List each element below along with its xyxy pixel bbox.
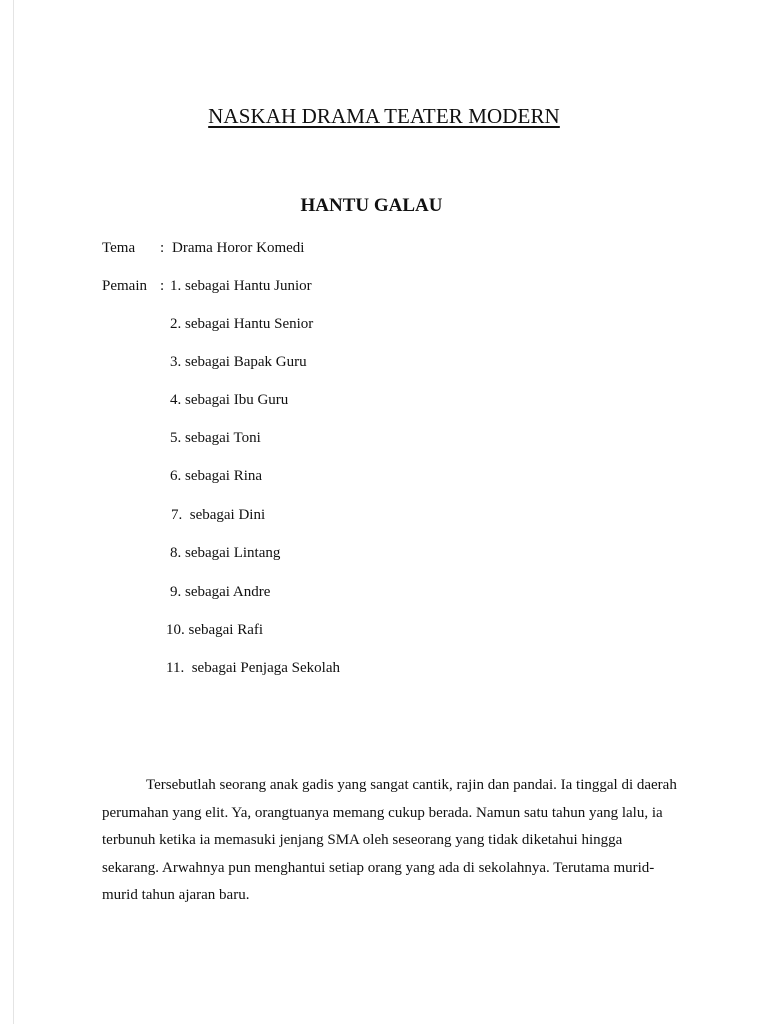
drama-title: HANTU GALAU [300,195,443,216]
synopsis-line: perumahan yang elit. Ya, orangtuanya memang cukup berada. Namun satu tahun yang lalu, ia [102,804,663,821]
cast-item: 6. sebagai Rina [170,468,263,484]
cast-item: 7. sebagai Dini [171,507,266,523]
cast-item: 3. sebagai Bapak Guru [170,354,307,370]
synopsis-line: terbunuh ketika ia memasuki jenjang SMA oleh seseorang yang tidak diketahui hingga sekarang. [102,832,623,876]
synopsis-line: Arwahnya pun menghantui setiap orang yang ada di sekolahnya. Terutama murid-murid tahun [102,859,655,903]
page-edge [13,0,14,1024]
cast-item: 9. sebagai Andre [170,584,271,600]
document-title: NASKAH DRAMA TEATER MODERN [208,104,560,128]
synopsis-line: ajaran baru. [178,887,250,903]
synopsis-line: Tersebutlah seorang anak gadis yang sangat cantik, rajin dan pandai. Ia tinggal di daerah [146,777,677,793]
tema-value: Drama Horor Komedi [172,240,305,256]
cast-item: 1. sebagai Hantu Junior [170,278,312,294]
cast-item: 11. sebagai Penjaga Sekolah [166,660,340,676]
cast-item: 4. sebagai Ibu Guru [170,392,289,408]
cast-item: 2. sebagai Hantu Senior [170,316,314,332]
cast-item: 10. sebagai Rafi [166,622,264,638]
tema-label: Tema [102,240,136,256]
pemain-label: Pemain [102,278,147,294]
synopsis-paragraph [102,772,677,910]
cast-item: 5. sebagai Toni [170,430,261,446]
cast-item: 8. sebagai Lintang [170,545,281,561]
tema-colon: : [160,240,165,256]
pemain-colon: : [160,278,165,294]
